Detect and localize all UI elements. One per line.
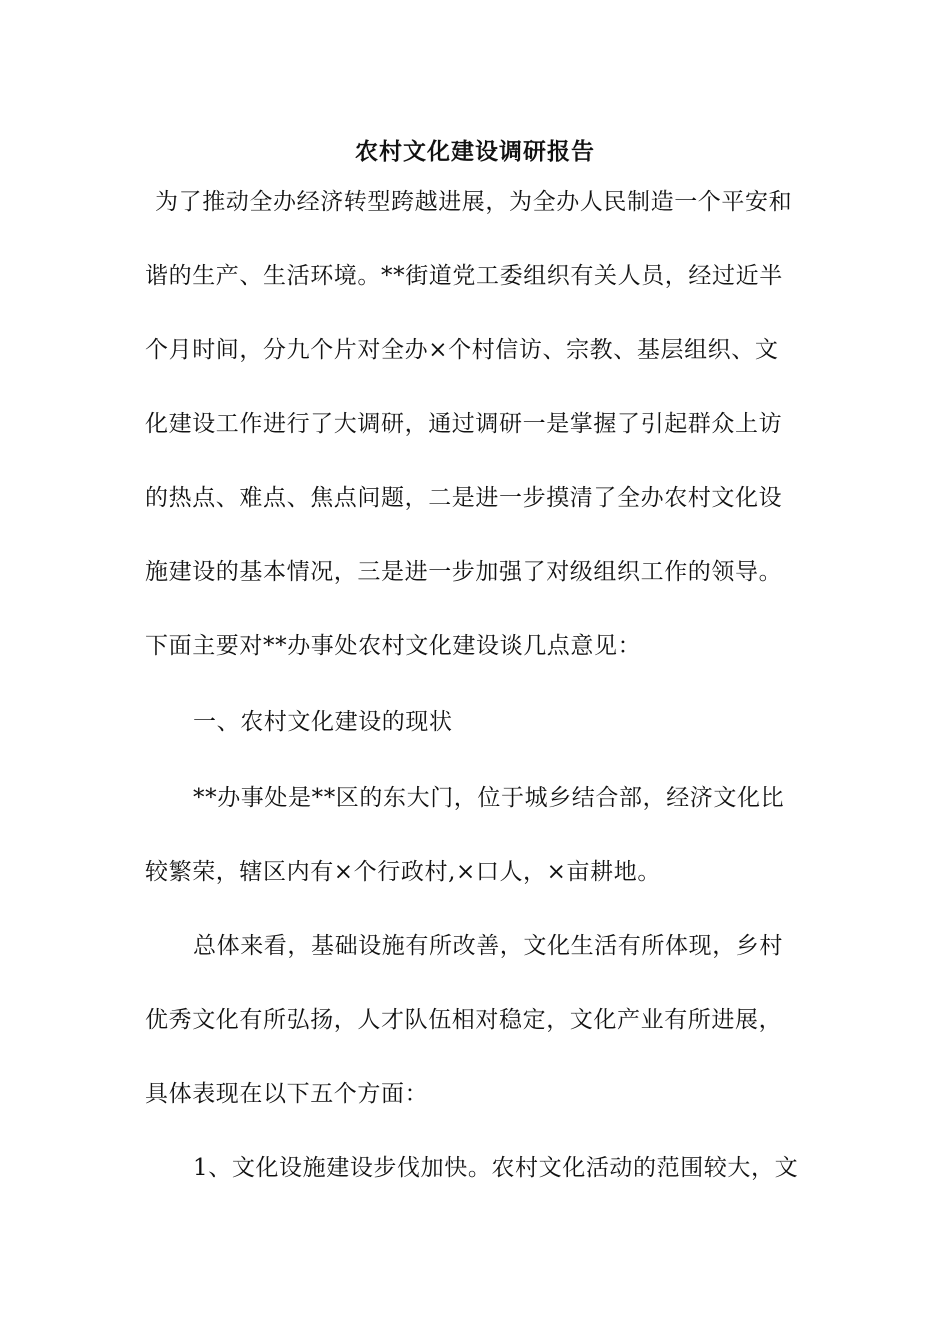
- paragraph-line: 优秀文化有所弘扬，人才队伍相对稳定，文化产业有所进展，: [145, 1007, 783, 1033]
- numbered-paragraph-line: 1、文化设施建设步伐加快。农村文化活动的范围较大，文: [193, 1155, 799, 1181]
- section-heading: 一、农村文化建设的现状: [193, 709, 453, 735]
- paragraph-line: 个月时间，分九个片对全办×个村信访、宗教、基层组织、文: [145, 337, 779, 363]
- paragraph-line: 下面主要对**办事处农村文化建设谈几点意见：: [145, 633, 642, 659]
- paragraph-line: 具体表现在以下五个方面：: [145, 1081, 429, 1107]
- paragraph-line: 的热点、难点、焦点问题，二是进一步摸清了全办农村文化设: [145, 485, 783, 511]
- paragraph-line: 化建设工作进行了大调研，通过调研一是掌握了引起群众上访: [145, 411, 783, 437]
- document-title: 农村文化建设调研报告: [355, 138, 595, 165]
- paragraph-line: 总体来看，基础设施有所改善，文化生活有所体现，乡村: [193, 933, 783, 959]
- paragraph-line: 为了推动全办经济转型跨越进展，为全办人民制造一个平安和: [155, 189, 793, 215]
- paragraph-line: 谐的生产、生活环境。**街道党工委组织有关人员，经过近半: [145, 263, 783, 289]
- paragraph-line: 较繁荣，辖区内有×个行政村,×口人，×亩耕地。: [145, 859, 661, 885]
- paragraph-line: 施建设的基本情况，三是进一步加强了对级组织工作的领导。: [145, 559, 783, 585]
- paragraph-line: **办事处是**区的东大门，位于城乡结合部，经济文化比: [193, 785, 785, 811]
